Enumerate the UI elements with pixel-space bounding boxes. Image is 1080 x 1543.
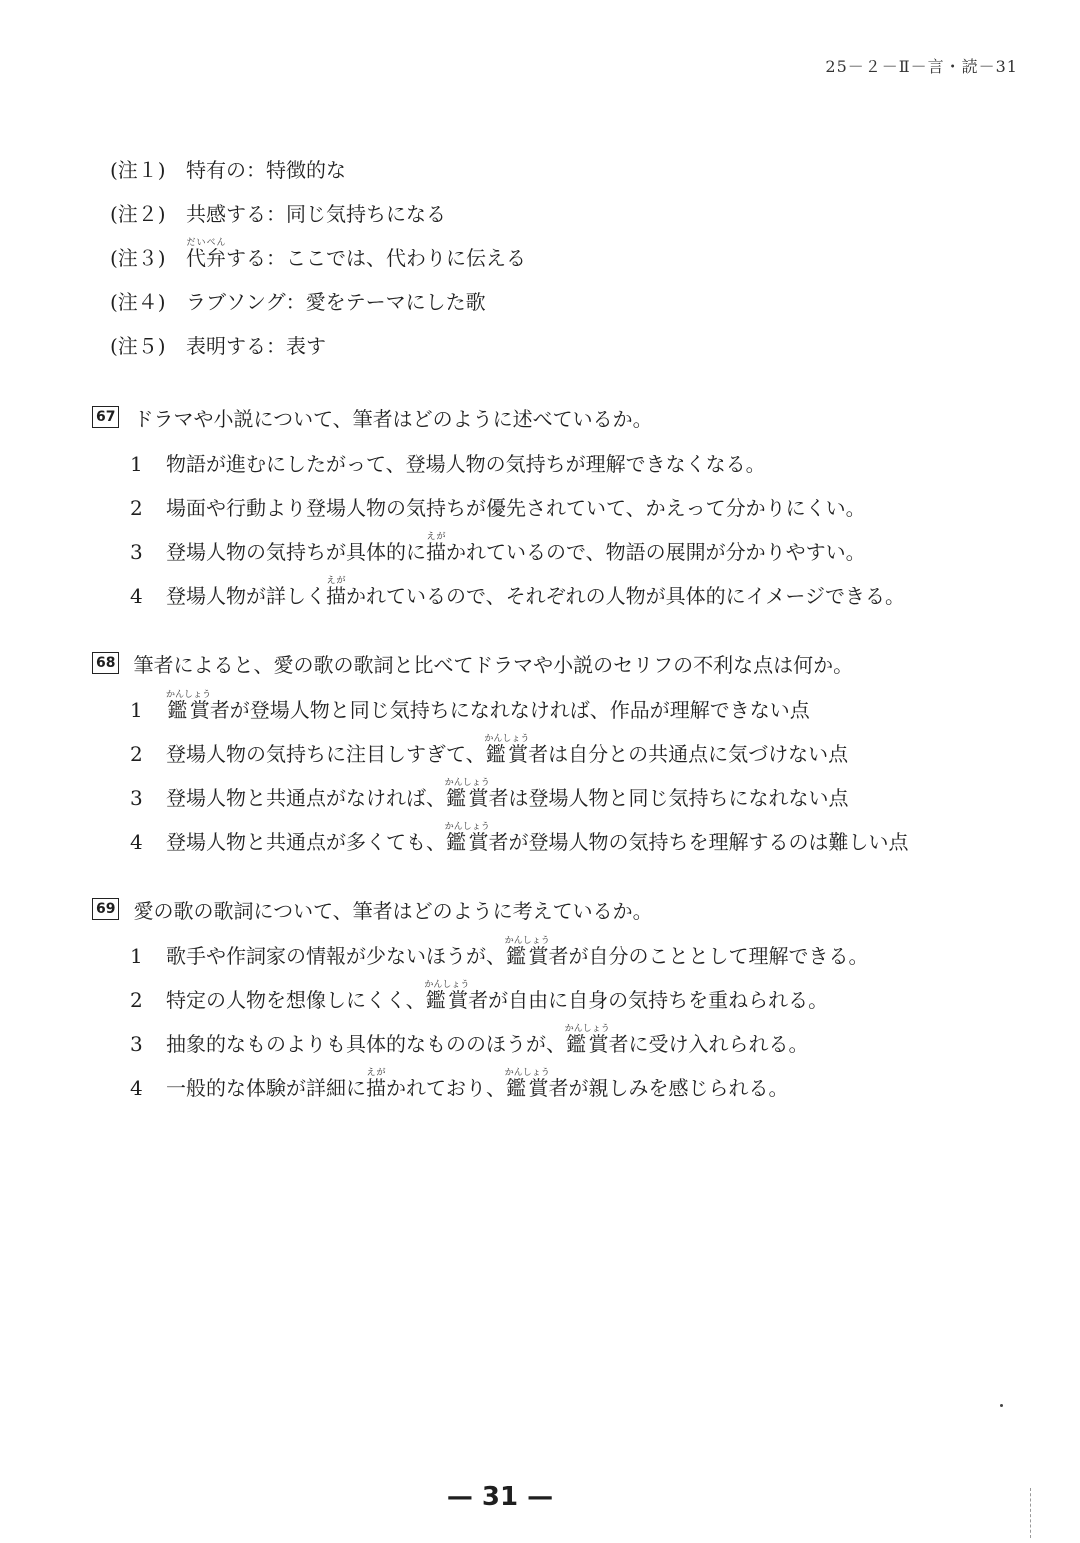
answer-option[interactable] <box>130 724 992 768</box>
question-stem <box>92 892 992 926</box>
note-definition: ：特徴的な <box>246 158 346 182</box>
answer-option[interactable] <box>130 812 992 856</box>
answer-options <box>130 680 992 856</box>
option-number: 4 <box>130 830 143 854</box>
question-stem <box>92 400 992 434</box>
question-69 <box>92 892 992 1102</box>
option-number: 4 <box>130 584 143 608</box>
question-number: 68 <box>92 652 119 674</box>
option-number: 2 <box>130 988 143 1012</box>
answer-option[interactable] <box>130 680 992 724</box>
note-label: (注４) <box>110 290 166 314</box>
note-definition: ：愛をテーマにした歌 <box>285 290 486 314</box>
note-term-ruby: 代弁だいべん <box>186 238 226 270</box>
question-number: 69 <box>92 898 119 920</box>
answer-options <box>130 434 992 610</box>
notes-section <box>110 140 526 360</box>
option-text: 登場人物と共通点がなければ、鑑賞かんしょう者は登場人物と同じ気持ちになれない点 <box>166 778 849 810</box>
answer-option[interactable] <box>130 1058 992 1102</box>
note-term: 共感する <box>186 202 266 226</box>
option-text: 場面や行動より登場人物の気持ちが優先されていて、かえって分かりにくい。 <box>166 496 866 520</box>
answer-option[interactable] <box>130 1014 992 1058</box>
note-term: 特有の <box>186 158 246 182</box>
page-number: — 31 — <box>446 1482 554 1512</box>
option-number: 4 <box>130 1076 143 1100</box>
scan-dot <box>1000 1404 1003 1407</box>
answer-option[interactable] <box>130 970 992 1014</box>
option-text: 登場人物の気持ちに注目しすぎて、鑑賞かんしょう者は自分との共通点に気づけない点 <box>166 734 849 766</box>
option-number: 1 <box>130 698 143 722</box>
option-number: 3 <box>130 786 143 810</box>
note-term: 表明する <box>186 334 266 358</box>
question-text: 愛の歌の歌詞について、筆者はどのように考えているか。 <box>133 898 653 923</box>
option-number: 3 <box>130 540 143 564</box>
note-5 <box>110 316 526 360</box>
note-definition: ：同じ気持ちになる <box>266 202 446 226</box>
note-label: (注３) <box>110 246 166 270</box>
note-label: (注２) <box>110 202 166 226</box>
note-label: (注５) <box>110 334 166 358</box>
note-label: (注１) <box>110 158 166 182</box>
option-text: 鑑賞かんしょう者が登場人物と同じ気持ちになれなければ、作品が理解できない点 <box>166 690 810 722</box>
answer-option[interactable] <box>130 434 992 478</box>
question-68 <box>92 646 992 856</box>
question-text: 筆者によると、愛の歌の歌詞と比べてドラマや小説のセリフの不利な点は何か。 <box>133 652 854 677</box>
option-number: 3 <box>130 1032 143 1056</box>
question-text: ドラマや小説について、筆者はどのように述べているか。 <box>133 406 653 431</box>
question-67 <box>92 400 992 610</box>
option-text: 登場人物が詳しく描えがかれているので、それぞれの人物が具体的にイメージできる。 <box>166 576 905 608</box>
note-1 <box>110 140 526 184</box>
option-text: 抽象的なものよりも具体的なもののほうが、鑑賞かんしょう者に受け入れられる。 <box>166 1024 809 1056</box>
option-text: 物語が進むにしたがって、登場人物の気持ちが理解できなくなる。 <box>166 452 766 476</box>
answer-option[interactable] <box>130 522 992 566</box>
note-3 <box>110 228 526 272</box>
option-text: 登場人物と共通点が多くても、鑑賞かんしょう者が登場人物の気持ちを理解するのは難しい点 <box>166 822 909 854</box>
option-text: 歌手や作詞家の情報が少ないほうが、鑑賞かんしょう者が自分のこととして理解できる。 <box>166 936 869 968</box>
question-number: 67 <box>92 406 119 428</box>
note-term: する <box>226 246 266 270</box>
question-stem <box>92 646 992 680</box>
answer-option[interactable] <box>130 926 992 970</box>
option-number: 1 <box>130 452 143 476</box>
option-text: 登場人物の気持ちが具体的に描えがかれているので、物語の展開が分かりやすい。 <box>166 532 866 564</box>
answer-option[interactable] <box>130 478 992 522</box>
margin-line <box>1030 1488 1032 1538</box>
option-text: 特定の人物を想像しにくく、鑑賞かんしょう者が自由に自身の気持ちを重ねられる。 <box>166 980 829 1012</box>
answer-options <box>130 926 992 1102</box>
note-definition: ：ここでは、代わりに伝える <box>266 246 526 270</box>
note-term: ラブソング <box>186 290 286 314</box>
answer-option[interactable] <box>130 768 992 812</box>
option-text: 一般的な体験が詳細に描えがかれており、鑑賞かんしょう者が親しみを感じられる。 <box>166 1068 789 1100</box>
option-number: 2 <box>130 496 143 520</box>
note-definition: ：表す <box>266 334 326 358</box>
page-code: 25－２－Ⅱ－言・読－31 <box>825 57 1018 76</box>
note-2 <box>110 184 526 228</box>
note-4 <box>110 272 526 316</box>
option-number: 1 <box>130 944 143 968</box>
option-number: 2 <box>130 742 143 766</box>
answer-option[interactable] <box>130 566 992 610</box>
